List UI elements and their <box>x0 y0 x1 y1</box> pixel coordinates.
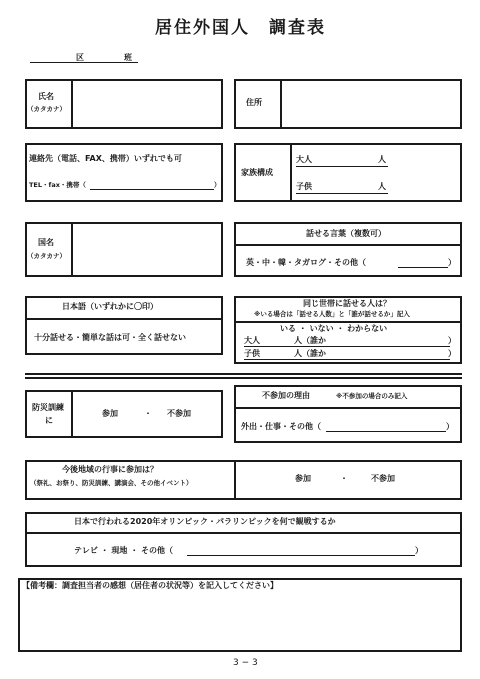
olympics-close: ） <box>415 546 423 555</box>
district-ku-label: 区 <box>76 53 84 62</box>
page-number: 3 − 3 <box>233 658 258 668</box>
nationality-label: 国名 <box>38 238 54 247</box>
household-adult-close: ） <box>448 336 456 345</box>
events-label: 今後地域の行事に参加は？ <box>62 465 158 474</box>
name-divider <box>71 79 73 129</box>
family-adult-field[interactable] <box>296 166 388 167</box>
contact-tel-field[interactable] <box>90 189 214 190</box>
nationality-field[interactable] <box>74 224 221 275</box>
japanese-divider <box>25 318 223 320</box>
household-child-field[interactable] <box>244 359 450 360</box>
section-separator-lower <box>25 377 462 379</box>
family-adult-unit: 人 <box>378 155 386 164</box>
events-nojoin-option[interactable]: 不参加 <box>371 474 395 483</box>
events-join-option[interactable]: 参加 <box>295 474 311 483</box>
household-child-close: ） <box>448 349 456 358</box>
nationality-divider <box>71 222 73 277</box>
olympics-other-field[interactable] <box>187 555 415 556</box>
household-adult-label: 大人 <box>244 336 260 345</box>
name-label: 氏名 <box>38 92 54 101</box>
family-label: 家族構成 <box>241 168 273 177</box>
household-adult-who: 人（誰か <box>294 336 326 345</box>
absence-note: ※不参加の場合のみ記入 <box>336 392 408 400</box>
remarks-field[interactable] <box>21 595 459 649</box>
section-separator-upper <box>25 373 462 375</box>
drill-join-option[interactable]: 参加 <box>102 409 118 418</box>
family-child-label: 子供 <box>296 182 312 191</box>
language-label: 話せる言葉（複数可） <box>306 229 386 238</box>
household-speakers-options[interactable]: いる ・ いない ・ わからない <box>280 324 388 333</box>
address-divider <box>280 79 282 129</box>
language-divider <box>234 244 462 246</box>
contact-label: 連絡先（電話、FAX、携帯）いずれでも可 <box>29 154 182 163</box>
district-underline <box>30 62 138 63</box>
family-child-unit: 人 <box>378 182 386 191</box>
family-child-field[interactable] <box>296 193 388 194</box>
family-divider <box>290 143 292 202</box>
page-title: 居住外国人 調査表 <box>155 18 326 38</box>
events-separator: ・ <box>340 474 348 483</box>
household-speakers-divider <box>234 321 462 323</box>
language-close: ） <box>448 258 456 267</box>
contact-tel-close: ） <box>214 181 221 189</box>
district-han-label: 班 <box>124 53 132 62</box>
events-divider <box>234 460 236 500</box>
japanese-options[interactable]: 十分話せる・簡単な話は可・全く話せない <box>34 333 186 342</box>
language-options: 英・中・韓・タガログ・その他（ <box>246 258 366 267</box>
household-adult-field[interactable] <box>244 346 450 347</box>
address-label: 住所 <box>246 98 262 107</box>
events-sub-label: （祭礼、お祭り、防災訓練、講演会、その他イベント） <box>30 479 193 487</box>
name-field[interactable] <box>74 81 221 127</box>
japanese-label: 日本語（いずれかに〇印） <box>62 302 158 311</box>
drill-divider <box>71 390 73 438</box>
family-adult-label: 大人 <box>296 155 312 164</box>
olympics-options: テレビ ・ 現地 ・ その他（ <box>74 546 173 555</box>
remarks-label: 【備考欄：調査担当者の感想（居住者の状況等）を記入してください】 <box>22 581 278 590</box>
drill-nojoin-option[interactable]: 不参加 <box>167 409 191 418</box>
household-speakers-label: 同じ世帯に話せる人は？ <box>303 299 391 308</box>
absence-divider <box>234 407 462 409</box>
drill-label-line1: 防災訓練 <box>32 403 64 412</box>
address-field[interactable] <box>283 81 460 127</box>
name-sub-label: （カタカナ） <box>27 105 66 113</box>
absence-close: ） <box>446 422 454 431</box>
nationality-sub-label: （カタカナ） <box>27 252 66 260</box>
household-speakers-note: ※いる場合は「話せる人数」と「誰が話せるか」記入 <box>254 310 410 318</box>
household-child-who: 人（誰か <box>294 349 326 358</box>
drill-label-line2: に <box>45 416 53 425</box>
contact-tel-label: TEL・fax・携帯（ <box>29 181 86 189</box>
absence-other-field[interactable] <box>326 431 446 432</box>
household-child-label: 子供 <box>244 349 260 358</box>
absence-label: 不参加の理由 <box>262 391 310 400</box>
absence-options: 外出・仕事・その他（ <box>241 422 321 431</box>
olympics-divider <box>25 532 462 534</box>
olympics-label: 日本で行われる2020年オリンピック・パラリンピックを何で観戦するか <box>74 517 336 526</box>
contact-box <box>25 143 223 202</box>
drill-box <box>25 390 223 438</box>
language-other-field[interactable] <box>398 267 448 268</box>
drill-separator: ・ <box>144 409 152 418</box>
